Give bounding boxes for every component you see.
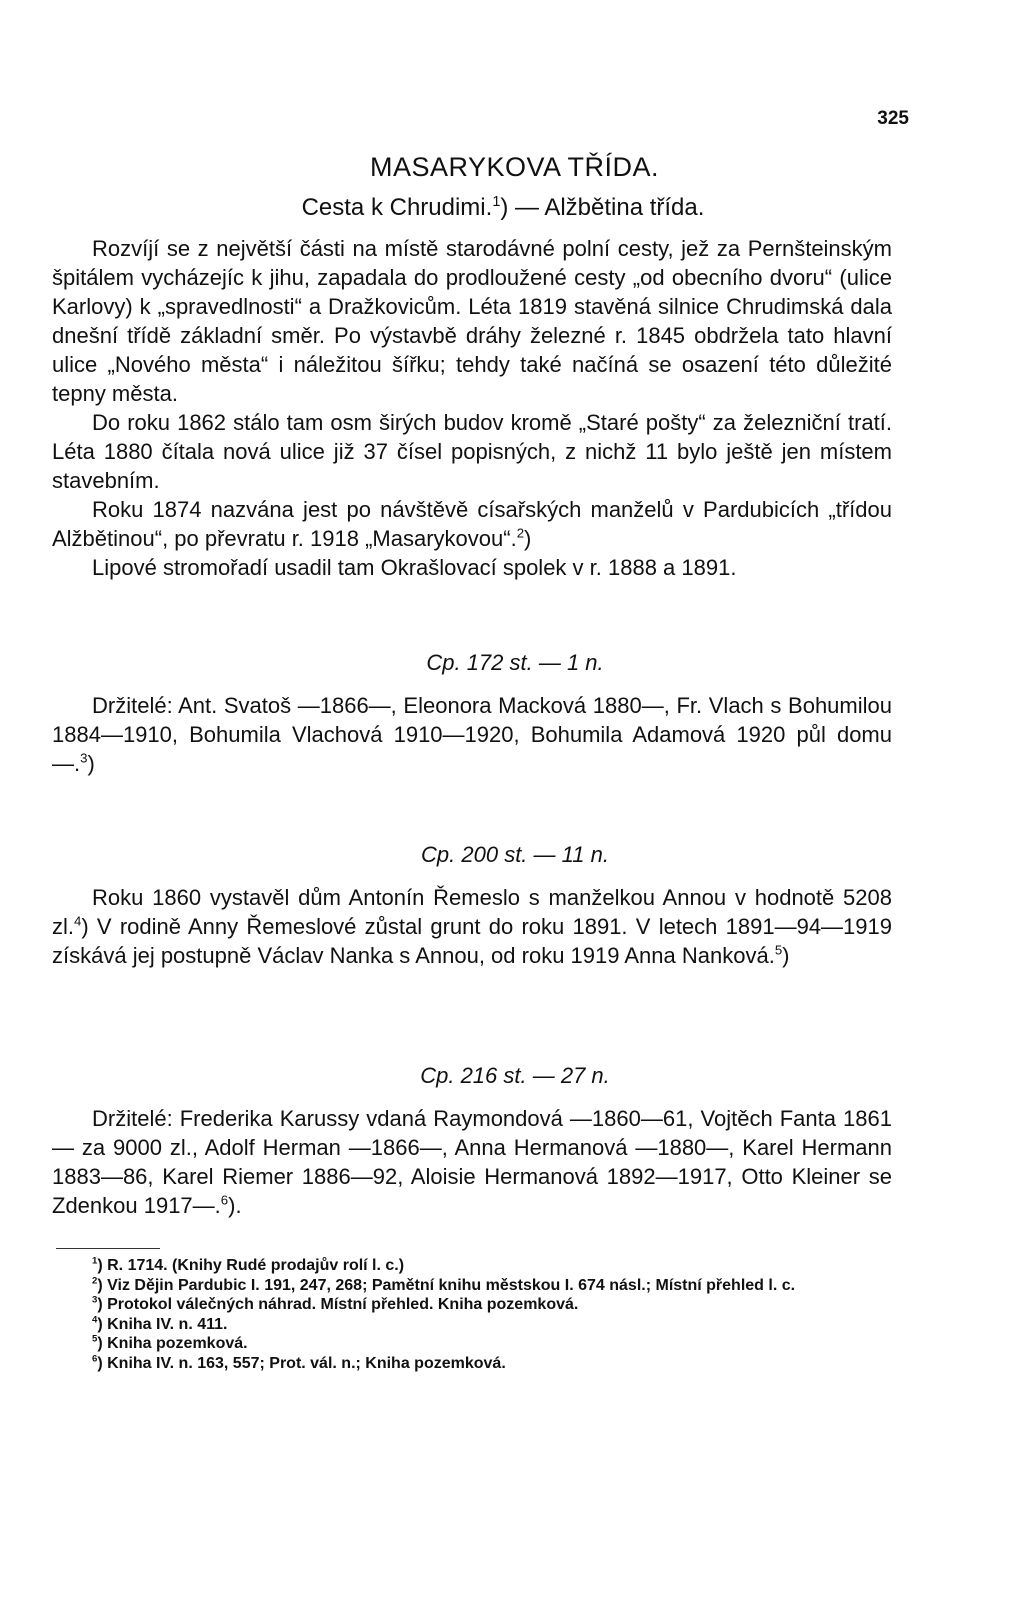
- paragraph-text: ) V rodině Anny Řemeslové zůstal grunt do roku 1891. V letech 1891—94—1919 získává jej postupně Václav Nanka s Annou, od roku 1919 Anna Nanková.: [52, 914, 892, 968]
- page-title: MASARYKOVA TŘÍDA.: [369, 152, 660, 182]
- section-heading: Cp. 172 st. — 1 n.: [426, 650, 604, 675]
- paragraph-text-tail: ): [524, 526, 532, 551]
- paragraph: [52, 691, 892, 778]
- footnote: [52, 1276, 892, 1296]
- footnote-ref: 1: [492, 194, 501, 210]
- subtitle: [0, 194, 1024, 222]
- footnote-ref: 3: [80, 750, 88, 766]
- footnote-text: ) Kniha IV. n. 411.: [97, 1315, 228, 1333]
- paragraph: [52, 883, 892, 970]
- footnote-mark: 3: [92, 1294, 98, 1306]
- paragraph-text-tail: ): [87, 751, 95, 776]
- paragraph-text: Roku 1860 vystavěl dům Antonín Řemeslo s manželkou Annou v hodnotě 5208 zl.: [52, 885, 892, 939]
- section-heading: Cp. 216 st. — 27 n.: [420, 1063, 610, 1088]
- section-body: [52, 883, 892, 970]
- footnote: [52, 1334, 892, 1354]
- footnote-mark: 2: [92, 1275, 98, 1287]
- footnote: [52, 1354, 892, 1374]
- footnote-text: ) Protokol válečných náhrad. Místní přehled. Kniha pozemková.: [97, 1296, 579, 1313]
- paragraph-text: Držitelé: Frederika Karussy vdaná Raymondová —1860—61, Vojtěch Fanta 1861— za 9000 zl., Adolf Herman —1866—, Anna Hermanová —1880—, Karel Hermann 1883—86, Karel Riemer 1886—92, Aloisie Hermanová 1892—1917, Otto Kleiner se Zdenkou 1917—.: [52, 1106, 892, 1218]
- footnote-ref: 6: [220, 1192, 229, 1208]
- footnote-text: ) Kniha IV. n. 163, 557; Prot. vál. n.; Kniha pozemková.: [97, 1354, 506, 1372]
- footnote: [52, 1315, 892, 1335]
- paragraph: Rozvíjí se z největší části na místě starodávné polní cesty, jež za Pernšteinským špitálem vycházejíc k jihu, zapadala do prodloužené cesty „od obecního dvoru“ (ulice Karlovy) k „spravedlnosti“ a Dražkovicům. Léta 1819 stavěná silnice Chrudimská dala dnešní třídě základní směr. Po výstavbě dráhy železné r. 1845 obdržela tato hlavní ulice „Nového města“ i náležitou šířku; tehdy také načíná se osazení této důležité tepny města.: [52, 236, 892, 406]
- footnote-mark: 5: [92, 1333, 98, 1345]
- footnotes: [52, 1256, 892, 1373]
- paragraph-text: Držitelé: Ant. Svatoš —1866—, Eleonora Macková 1880—, Fr. Vlach s Bohumilou 1884—1910, Bohumila Vlachová 1910—1920, Bohumila Adamová 1920 půl domu —.: [52, 693, 892, 776]
- footnote-mark: 6: [92, 1353, 98, 1365]
- footnote-mark: 1: [92, 1255, 98, 1267]
- footnote-ref: 2: [516, 525, 525, 541]
- paragraph: [52, 1104, 892, 1220]
- page-number: 325: [877, 108, 909, 129]
- section-body: [52, 691, 892, 778]
- footnote-ref: 5: [774, 942, 783, 958]
- intro-text: [52, 234, 892, 582]
- footnote-mark: 4: [92, 1314, 98, 1326]
- subtitle-rest: ) — Alžbětina třída.: [500, 194, 705, 221]
- subtitle-text: Cesta k Chrudimi.: [301, 194, 493, 221]
- footnote-text: ) Viz Dějin Pardubic I. 191, 247, 268; Pamětní knihu městskou I. 674 násl.; Místní přehled l. c.: [97, 1276, 796, 1294]
- footnote-divider: [56, 1248, 160, 1249]
- paragraph: Do roku 1862 stálo tam osm širých budov kromě „Staré pošty“ za železniční tratí. Léta 1880 čítala nová ulice již 37 čísel popisných, z nichž 11 bylo ještě jen místem stavebním.: [52, 410, 892, 493]
- section-body: [52, 1104, 892, 1220]
- footnote: [52, 1295, 892, 1315]
- paragraph: Lipové stromořadí usadil tam Okrašlovací spolek v r. 1888 a 1891.: [92, 555, 737, 580]
- footnote-text: ) R. 1714. (Knihy Rudé prodajův rolí l. c.): [97, 1257, 405, 1274]
- footnote-text: ) Kniha pozemková.: [97, 1335, 248, 1352]
- footnote-ref: 4: [74, 913, 82, 929]
- section-heading: Cp. 200 st. — 11 n.: [421, 842, 609, 867]
- footnote: [52, 1256, 892, 1276]
- paragraph-text-tail: ).: [228, 1193, 242, 1218]
- paragraph: [52, 495, 892, 553]
- paragraph-text: Roku 1874 nazvána jest po návštěvě císařských manželů v Pardubicích „třídou Alžbětinou“, po převratu r. 1918 „Masarykovou“.: [52, 497, 892, 551]
- paragraph-text-tail: ): [782, 943, 790, 968]
